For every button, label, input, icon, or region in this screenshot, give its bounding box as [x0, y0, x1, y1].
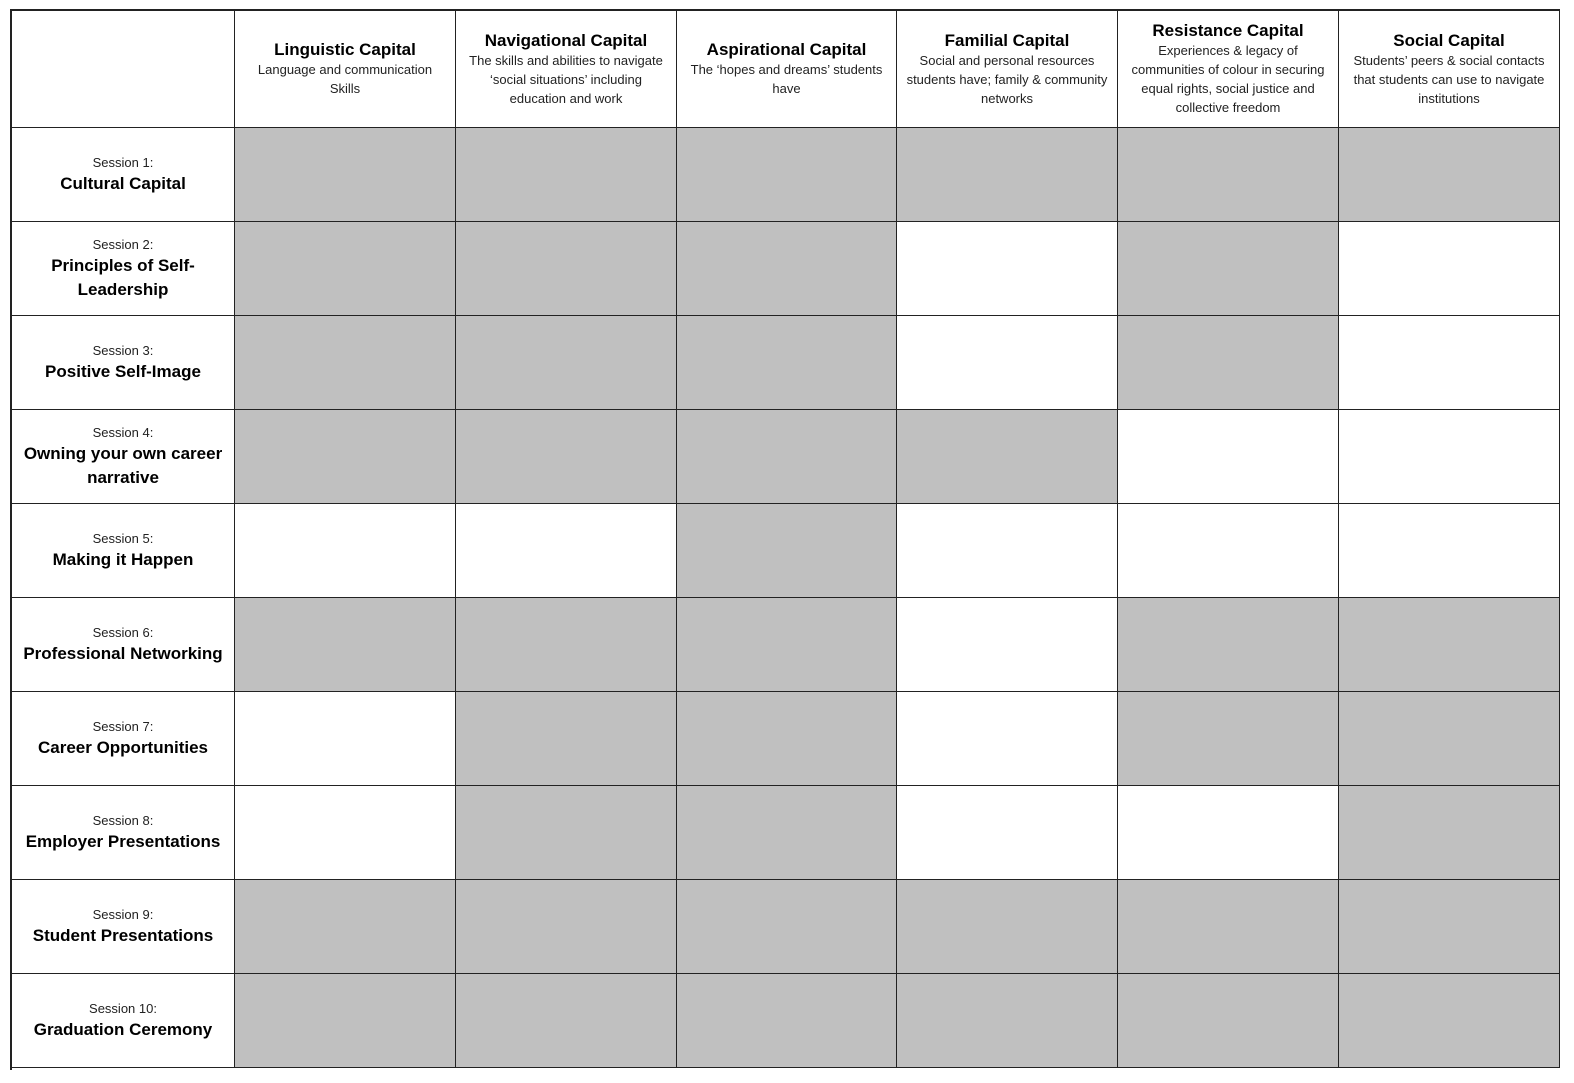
session-number: Session 7:: [92, 718, 154, 734]
row-header-session-6: [12, 598, 235, 692]
mapping-cell-session-3-aspirational-capital: [677, 316, 897, 410]
mapping-cell-session-4-resistance-capital: [1118, 410, 1339, 504]
mapping-cell-session-2-navigational-capital: [456, 222, 677, 316]
row-header-session-3: [12, 316, 235, 410]
column-header-familial-capital: [897, 11, 1118, 128]
mapping-cell-session-6-familial-capital: [897, 598, 1118, 692]
column-description: The skills and abilities to navigate ‘social situations’ including education and work: [469, 52, 663, 106]
column-header-aspirational-capital: [677, 11, 897, 128]
row-header-session-7: [12, 692, 235, 786]
session-title: Employer Presentations: [25, 831, 221, 851]
session-title: Student Presentations: [32, 925, 214, 945]
mapping-cell-session-3-linguistic-capital: [235, 316, 456, 410]
mapping-cell-session-7-resistance-capital: [1118, 692, 1339, 786]
mapping-cell-session-3-resistance-capital: [1118, 316, 1339, 410]
mapping-cell-session-5-familial-capital: [897, 504, 1118, 598]
mapping-cell-session-1-resistance-capital: [1118, 128, 1339, 222]
mapping-cell-session-3-familial-capital: [897, 316, 1118, 410]
session-number: Session 1:: [92, 154, 154, 170]
mapping-cell-session-6-navigational-capital: [456, 598, 677, 692]
column-description: Students’ peers & social contacts that students can use to navigate institutions: [1353, 52, 1545, 106]
mapping-cell-session-2-social-capital: [1339, 222, 1560, 316]
mapping-cell-session-10-resistance-capital: [1118, 974, 1339, 1068]
session-title: Career Opportunities: [37, 737, 209, 757]
mapping-cell-session-1-aspirational-capital: [677, 128, 897, 222]
session-title: Graduation Ceremony: [33, 1019, 213, 1039]
session-number: Session 9:: [92, 906, 154, 922]
mapping-cell-session-9-navigational-capital: [456, 880, 677, 974]
session-title: Principles of Self-Leadership: [51, 255, 195, 299]
session-number: Session 3:: [92, 342, 154, 358]
row-header-session-2: [12, 222, 235, 316]
mapping-cell-session-2-aspirational-capital: [677, 222, 897, 316]
row-header-session-10: [12, 974, 235, 1068]
mapping-cell-session-5-linguistic-capital: [235, 504, 456, 598]
column-description: Language and communication Skills: [257, 62, 433, 96]
column-description: Social and personal resources students have; family & community networks: [906, 52, 1108, 106]
mapping-cell-session-5-resistance-capital: [1118, 504, 1339, 598]
row-header-session-9: [12, 880, 235, 974]
mapping-cell-session-8-social-capital: [1339, 786, 1560, 880]
mapping-cell-session-8-linguistic-capital: [235, 786, 456, 880]
mapping-cell-session-4-aspirational-capital: [677, 410, 897, 504]
mapping-cell-session-7-social-capital: [1339, 692, 1560, 786]
column-title: Aspirational Capital: [706, 40, 867, 59]
session-number: Session 8:: [92, 812, 154, 828]
mapping-cell-session-9-social-capital: [1339, 880, 1560, 974]
column-header-linguistic-capital: [235, 11, 456, 128]
mapping-cell-session-10-navigational-capital: [456, 974, 677, 1068]
column-title: Navigational Capital: [484, 30, 648, 50]
row-header-session-8: [12, 786, 235, 880]
column-title: Linguistic Capital: [274, 40, 416, 59]
mapping-cell-session-4-familial-capital: [897, 410, 1118, 504]
mapping-cell-session-6-social-capital: [1339, 598, 1560, 692]
mapping-cell-session-7-linguistic-capital: [235, 692, 456, 786]
session-number: Session 5:: [92, 530, 154, 546]
column-title: Resistance Capital: [1152, 21, 1304, 40]
mapping-cell-session-9-linguistic-capital: [235, 880, 456, 974]
column-title: Social Capital: [1393, 30, 1505, 50]
mapping-cell-session-2-familial-capital: [897, 222, 1118, 316]
mapping-cell-session-9-familial-capital: [897, 880, 1118, 974]
mapping-cell-session-6-resistance-capital: [1118, 598, 1339, 692]
mapping-cell-session-5-aspirational-capital: [677, 504, 897, 598]
mapping-cell-session-1-navigational-capital: [456, 128, 677, 222]
mapping-cell-session-1-social-capital: [1339, 128, 1560, 222]
session-number: Session 4:: [92, 424, 154, 440]
mapping-cell-session-7-familial-capital: [897, 692, 1118, 786]
column-description: The ‘hopes and dreams’ students have: [690, 62, 883, 96]
mapping-cell-session-3-social-capital: [1339, 316, 1560, 410]
mapping-cell-session-8-navigational-capital: [456, 786, 677, 880]
mapping-cell-session-8-familial-capital: [897, 786, 1118, 880]
mapping-cell-session-4-social-capital: [1339, 410, 1560, 504]
mapping-cell-session-8-resistance-capital: [1118, 786, 1339, 880]
mapping-cell-session-2-linguistic-capital: [235, 222, 456, 316]
column-header-navigational-capital: [456, 11, 677, 128]
mapping-cell-session-1-familial-capital: [897, 128, 1118, 222]
table-corner: [12, 11, 235, 128]
column-header-resistance-capital: [1118, 11, 1339, 128]
mapping-cell-session-5-social-capital: [1339, 504, 1560, 598]
mapping-cell-session-4-linguistic-capital: [235, 410, 456, 504]
session-title: Making it Happen: [52, 549, 194, 569]
mapping-cell-session-8-aspirational-capital: [677, 786, 897, 880]
session-title: Positive Self-Image: [45, 361, 201, 381]
mapping-cell-session-10-aspirational-capital: [677, 974, 897, 1068]
row-header-session-1: [12, 128, 235, 222]
session-number: Session 2:: [92, 236, 154, 252]
column-title: Familial Capital: [944, 30, 1070, 50]
mapping-cell-session-6-linguistic-capital: [235, 598, 456, 692]
mapping-cell-session-7-aspirational-capital: [677, 692, 897, 786]
mapping-cell-session-5-navigational-capital: [456, 504, 677, 598]
mapping-cell-session-10-linguistic-capital: [235, 974, 456, 1068]
session-number: Session 10:: [89, 1000, 157, 1016]
mapping-cell-session-6-aspirational-capital: [677, 598, 897, 692]
mapping-cell-session-4-navigational-capital: [456, 410, 677, 504]
session-title: Owning your own career narrative: [23, 443, 223, 487]
session-title: Professional Networking: [23, 643, 223, 663]
mapping-cell-session-9-aspirational-capital: [677, 880, 897, 974]
mapping-cell-session-10-social-capital: [1339, 974, 1560, 1068]
session-number: Session 6:: [92, 624, 154, 640]
mapping-cell-session-2-resistance-capital: [1118, 222, 1339, 316]
row-header-session-4: [12, 410, 235, 504]
mapping-cell-session-3-navigational-capital: [456, 316, 677, 410]
column-description: Experiences & legacy of communities of colour in securing equal rights, social justice and collective freedom: [1131, 43, 1325, 115]
capital-mapping-table: [10, 9, 1560, 1070]
mapping-cell-session-10-familial-capital: [897, 974, 1118, 1068]
mapping-cell-session-7-navigational-capital: [456, 692, 677, 786]
mapping-cell-session-9-resistance-capital: [1118, 880, 1339, 974]
mapping-cell-session-1-linguistic-capital: [235, 128, 456, 222]
session-title: Cultural Capital: [60, 173, 186, 193]
column-header-social-capital: [1339, 11, 1560, 128]
row-header-session-5: [12, 504, 235, 598]
